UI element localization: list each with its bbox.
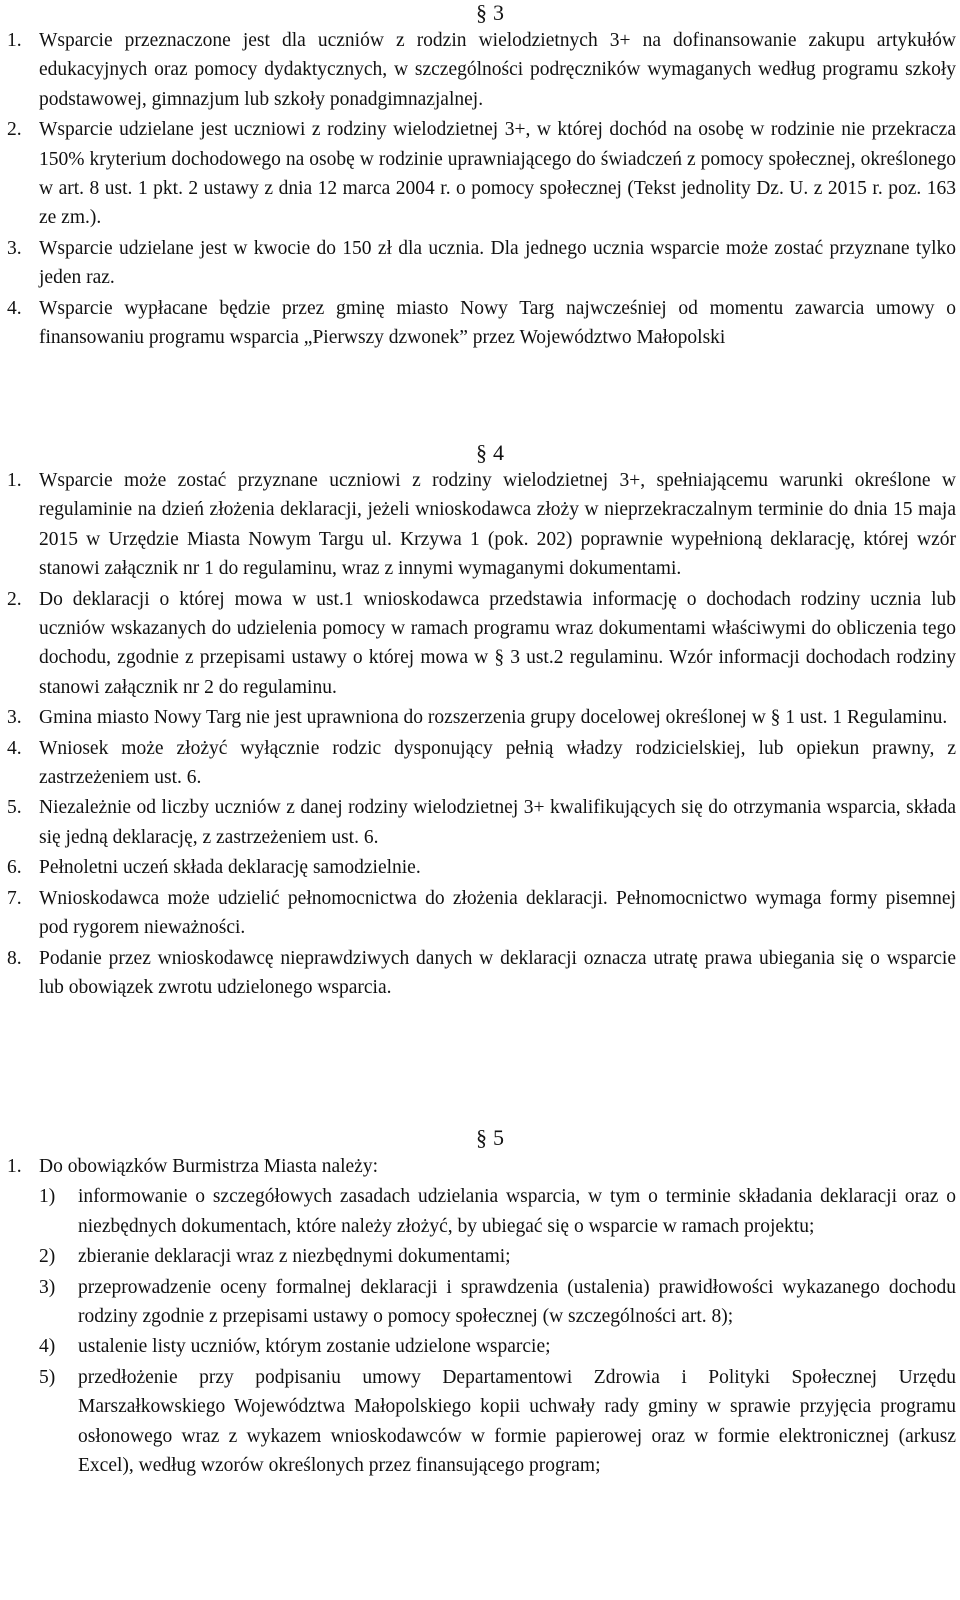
item-text: Wnioskodawca może udzielić pełnomocnictwa do złożenia deklaracji. Pełnomocnictwo wymaga formy pisemnej pod rygorem nieważności. [39,887,956,939]
item-text: Do deklaracji o której mowa w ust.1 wnioskodawca przedstawia informację o dochodach rodziny ucznia lub uczniów wskazanych do udzielenia pomocy w ramach programu wraz dokumentami właściwymi do obliczenia tego dochodu, zgodnie z przepisami ustawy o której mowa w § 3 ust.2 regulaminu. Wzór informacji dochodach rodziny stanowi załącznik nr 2 do regulaminu. [39,588,956,698]
section-number: 5 [493,1125,504,1150]
item-text: przedłożenie przy podpisaniu umowy Departamentowi Zdrowia i Polityki Społecznej Urzędu Marszałkowskiego Województwa Małopolskiego kopii uchwały rady gminy w sprawie przyjęcia programu osłonowego wraz z wykazem wnioskodawców w formie papierowej oraz w formie elektronicznej (arkusz Excel), według wzorów określonych przez finansującego program; [78,1366,956,1477]
list-item [0,1152,960,1181]
item-text: zbieranie deklaracji wraz z niezbędnymi dokumentami; [78,1246,511,1268]
list-item [0,734,960,793]
item-text: ustalenie listy uczniów, którym zostanie udzielone wsparcie; [78,1336,551,1358]
item-number: 4. [7,737,22,759]
list-item [0,585,960,703]
section-number: 3 [493,0,504,25]
item-text: Wsparcie przeznaczone jest dla uczniów z rodzin wielodzietnych 3+ na dofinansowanie zakupu artykułów edukacyjnych oraz pomocy dydaktycznych, w szczególności podręczników wymaganych według programu szkoły podstawowej, gimnazjum lub szkoły ponadgimnazjalnej. [39,30,956,110]
item-text: Pełnoletni uczeń składa deklarację samodzielnie. [39,857,421,879]
section-sign: § [476,1125,487,1150]
item-text: przeprowadzenie oceny formalnej deklaracji i sprawdzenia (ustalenia) prawidłowości wykazanego dochodu rodziny zgodnie z przepisami ustawy o pomocy społecznej (w szczególności art. 8); [78,1276,956,1328]
list-item [0,26,960,114]
sub-list-item [0,1363,960,1481]
list-item [0,466,960,584]
item-text: Wsparcie może zostać przyznane uczniowi z rodziny wielodzietnej 3+, spełniającemu warunki określone w regulaminie na dzień złożenia deklaracji, jeżeli wnioskodawca złoży w nieprzekraczalnym terminie do dnia 15 maja 2015 w Urzędzie Miasta Nowym Targu ul. Krzywa 1 (pok. 202) poprawnie wypełnioną deklarację, której wzór stanowi załącznik nr 1 do regulaminu, wraz z innymi wymaganymi dokumentami. [39,470,956,580]
item-number: 5) [39,1366,56,1388]
item-number: 2. [7,119,22,141]
section-5-list [0,1152,960,1181]
section-3 [0,0,960,353]
item-text: Podanie przez wnioskodawcę nieprawdziwych danych w deklaracji oznacza utratę prawa ubiegania się o wsparcie lub obowiązek zwrotu udzielonego wsparcia. [39,947,956,998]
item-number: 6. [7,857,22,879]
section-4-list [0,466,960,1002]
item-number: 3. [7,237,22,259]
section-number: 4 [493,440,504,465]
section-heading [20,440,960,466]
list-item [0,294,960,353]
list-item [0,944,960,1003]
item-text: Gmina miasto Nowy Targ nie jest uprawniona do rozszerzenia grupy docelowej określonej w § 1 ust. 1 Regulaminu. [39,707,948,729]
item-text: Wniosek może złożyć wyłącznie rodzic dysponujący pełnią władzy rodzicielskiej, lub opiekun prawny, z zastrzeżeniem ust. 6. [39,737,956,789]
item-number: 2) [39,1246,56,1268]
item-number: 8. [7,947,22,969]
list-item [0,234,960,293]
sub-list-item [0,1182,960,1241]
item-number: 1. [7,470,22,491]
section-heading [20,1124,960,1152]
section-heading [20,0,960,26]
list-item [0,853,960,882]
item-number: 3) [39,1276,56,1298]
section-4 [0,440,960,1003]
section-3-list [0,26,960,352]
item-number: 3. [7,707,22,729]
item-number: 5. [7,797,22,819]
section-5-sublist [0,1182,960,1480]
list-item [0,115,960,233]
sub-list-item [0,1242,960,1271]
section-sign: § [476,0,487,25]
item-number: 1) [39,1186,56,1208]
list-item [0,884,960,943]
item-number: 1. [7,1156,22,1177]
section-5 [0,1124,960,1481]
item-text: informowanie o szczegółowych zasadach udzielania wsparcia, w tym o terminie składania deklaracji oraz o niezbędnych dokumentach, które należy złożyć, by ubiegać się o wsparcie w ramach projektu; [78,1186,956,1237]
section-sign: § [476,440,487,465]
item-number: 7. [7,887,22,909]
item-number: 4) [39,1336,56,1358]
sub-list-item [0,1332,960,1361]
list-item [0,793,960,852]
item-text: Wsparcie wypłacane będzie przez gminę miasto Nowy Targ najwcześniej od momentu zawarcia umowy o finansowaniu programu wsparcia „Pierwszy dzwonek” przez Województwo Małopolski [39,297,956,349]
item-number: 2. [7,588,22,610]
list-item [0,703,960,732]
sub-list-item [0,1273,960,1332]
item-text: Wsparcie udzielane jest uczniowi z rodziny wielodzietnej 3+, w której dochód na osobę w rodzinie nie przekracza 150% kryterium dochodowego na osobę w rodzinie uprawniającego do świadczeń z pomocy społecznej, określonego w art. 8 ust. 1 pkt. 2 ustawy z dnia 12 marca 2004 r. o pomocy społecznej (Tekst jednolity Dz. U. z 2015 r. poz. 163 ze zm.). [39,119,956,229]
item-number: 4. [7,297,22,319]
item-text: Wsparcie udzielane jest w kwocie do 150 zł dla ucznia. Dla jednego ucznia wsparcie może zostać przyznane tylko jeden raz. [39,237,956,289]
item-text: Niezależnie od liczby uczniów z danej rodziny wielodzietnej 3+ kwalifikujących się do otrzymania wsparcia, składa się jedną deklarację, z zastrzeżeniem ust. 6. [39,797,956,848]
item-number: 1. [7,30,22,51]
item-text: Do obowiązków Burmistrza Miasta należy: [39,1156,378,1177]
